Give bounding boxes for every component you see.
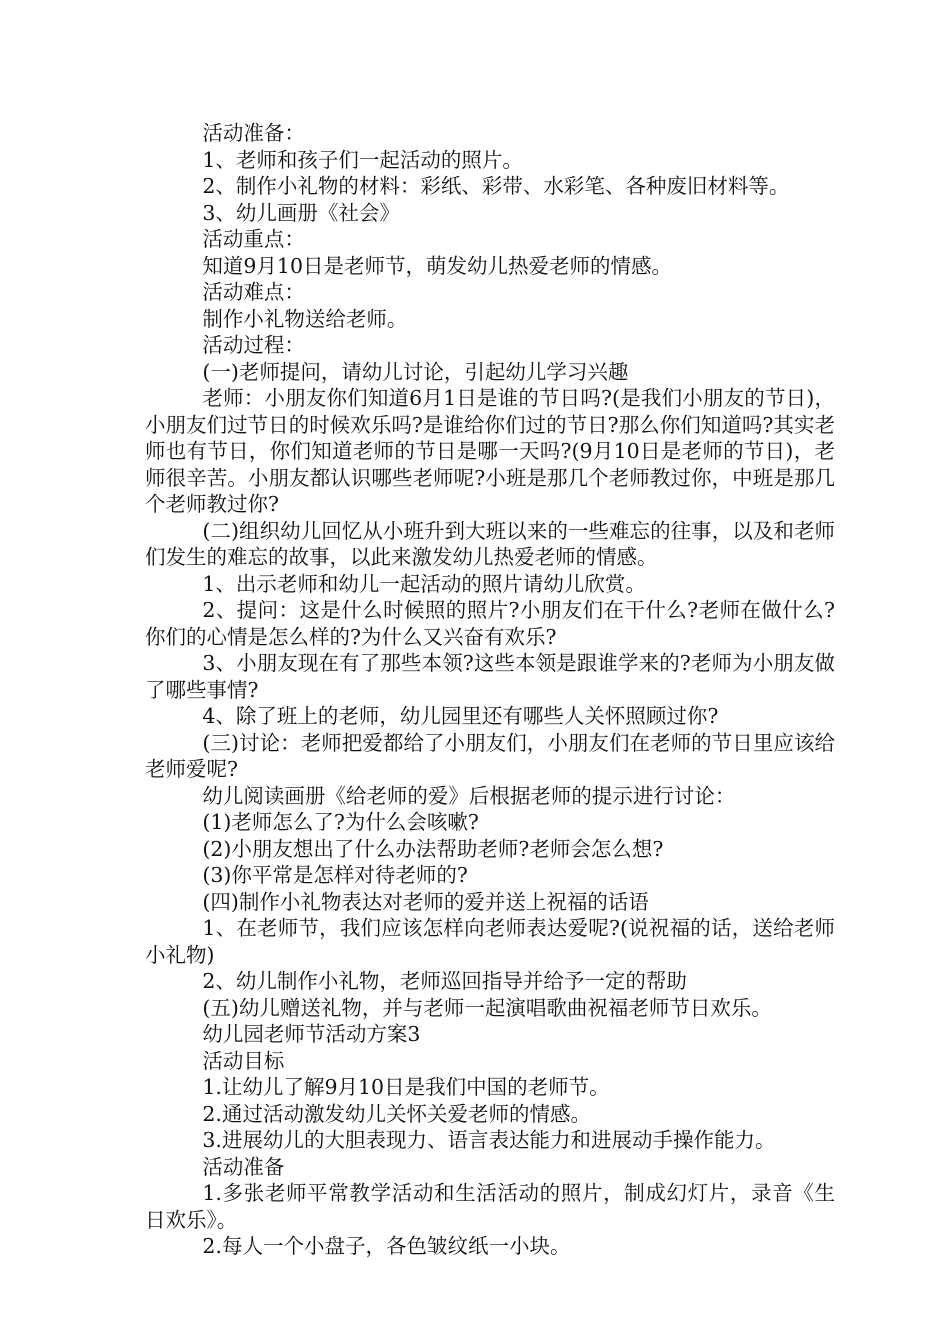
document-page [145, 120, 835, 1260]
list-item: 1.多张老师平常教学活动和生活活动的照片，制成幻灯片，录音《生日欢乐》。 [145, 1181, 835, 1232]
step-heading: (三)讨论：老师把爱都给了小朋友们，小朋友们在老师的节日里应该给老师爱呢? [145, 730, 835, 781]
list-item: 2.每人一个小盘子，各色皱纹纸一小块。 [202, 1234, 571, 1258]
list-item: 1、在老师节，我们应该怎样向老师表达爱呢?(说祝福的话，送给老师小礼物) [145, 916, 835, 967]
list-item: 3、小朋友现在有了那些本领?这些本领是跟谁学来的?老师为小朋友做了哪些事情? [145, 651, 835, 702]
list-item: 4、除了班上的老师，幼儿园里还有哪些人关怀照顾过你? [202, 704, 719, 728]
body-paragraph: 知道9月10日是老师节，萌发幼儿热爱老师的情感。 [202, 253, 673, 278]
list-item: 2、制作小礼物的材料：彩纸、彩带、水彩笔、各种废旧材料等。 [202, 174, 790, 198]
body-paragraph: 老师：小朋友你们知道6月1日是谁的节日吗?(是我们小朋友的节日)，小朋友们过节日的时候欢乐吗?是谁给你们过的节日?那么你们知道吗?其实老师也有节日，你们知道老师的节日是哪一天吗?(9月10日是老师的节日)，老师很辛苦。小朋友都认识哪些老师呢?小班是那几个老师教过你，中班是那几个老师教过你? [145, 386, 835, 516]
body-paragraph: 幼儿阅读画册《给老师的爱》后根据老师的提示进行讨论： [202, 783, 736, 808]
list-item: 2、提问：这是什么时候照的照片?小朋友们在干什么?老师在做什么?你们的心情是怎么样的?为什么又兴奋有欢乐? [145, 598, 835, 649]
list-item: (3)你平常是怎样对待老师的? [202, 863, 468, 887]
list-item: 1、老师和孩子们一起活动的照片。 [202, 147, 523, 172]
step-heading: (一)老师提问，请幼儿讨论，引起幼儿学习兴趣 [202, 359, 629, 384]
list-item: 1.让幼儿了解9月10日是我们中国的老师节。 [202, 1075, 610, 1099]
list-item: 3、幼儿画册《社会》 [202, 200, 400, 225]
list-item: (1)老师怎么了?为什么会咳嗽? [202, 810, 479, 834]
section-heading: 活动难点： [202, 280, 305, 304]
step-heading: (二)组织幼儿回忆从小班升到大班以来的一些难忘的往事，以及和老师们发生的难忘的故事，以此来激发幼儿热爱老师的情感。 [145, 518, 835, 569]
section-heading: 活动准备： [202, 121, 305, 145]
section-heading: 活动准备 [202, 1154, 285, 1179]
list-item: (2)小朋友想出了什么办法帮助老师?老师会怎么想? [202, 836, 664, 861]
section-heading: 活动目标 [202, 1048, 285, 1073]
list-item: 2.通过活动激发幼儿关怀关爱老师的情感。 [202, 1101, 591, 1126]
list-item: 1、出示老师和幼儿一起活动的照片请幼儿欣赏。 [202, 571, 646, 596]
step-heading: (五)幼儿赠送礼物，并与老师一起演唱歌曲祝福老师节日欢乐。 [202, 995, 772, 1020]
section-heading: 活动重点： [202, 227, 305, 251]
body-paragraph: 制作小礼物送给老师。 [202, 306, 408, 331]
list-item: 2、幼儿制作小礼物，老师巡回指导并给予一定的帮助 [202, 969, 687, 993]
section-heading: 活动过程： [202, 333, 305, 357]
list-item: 3.进展幼儿的大胆表现力、语言表达能力和进展动手操作能力。 [202, 1128, 776, 1152]
step-heading: (四)制作小礼物表达对老师的爱并送上祝福的话语 [202, 889, 649, 914]
plan-title: 幼儿园老师节活动方案3 [202, 1022, 421, 1046]
